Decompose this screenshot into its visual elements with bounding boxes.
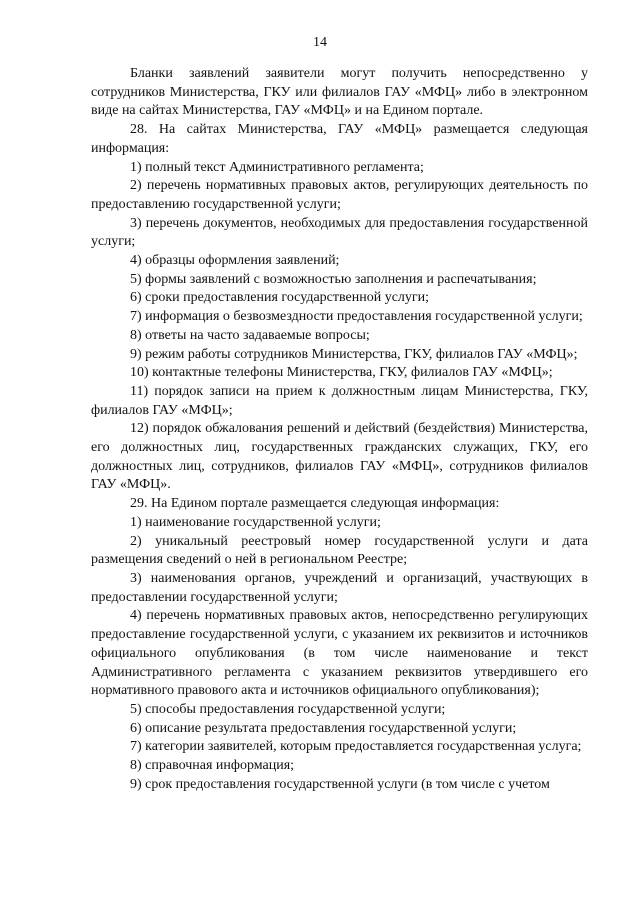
list-item-28-10: 10) контактные телефоны Министерства, ГКУ, филиалов ГАУ «МФЦ»; <box>130 365 553 381</box>
list-item-28-2: 2) перечень нормативных правовых актов, регулирующих деятельность по предоставлению государственной услуги; <box>91 178 588 212</box>
list-item-28-1: 1) полный текст Административного регламента; <box>130 159 424 175</box>
page-number: 14 <box>313 35 327 50</box>
list-item-28-6: 6) сроки предоставления государственной услуги; <box>130 290 430 306</box>
list-item-29-1: 1) наименование государственной услуги; <box>130 514 381 530</box>
list-item-29-9: 9) срок предоставления государственной услуги (в том числе с учетом <box>130 776 550 792</box>
document-body <box>91 65 588 794</box>
list-item-29-8: 8) справочная информация; <box>130 758 295 774</box>
list-item-29-2: 2) уникальный реестровый номер государственной услуги и дата размещения сведений о ней в региональном Реестре; <box>91 533 588 568</box>
list-item-29-7: 7) категории заявителей, которым предоставляется государственная услуга; <box>130 739 582 755</box>
paragraph-28-heading: 28. На сайтах Министерства, ГАУ «МФЦ» размещается следующая информация: <box>91 122 588 156</box>
list-item-28-9: 9) режим работы сотрудников Министерства, ГКУ, филиалов ГАУ «МФЦ»; <box>130 346 578 362</box>
list-item-29-3: 3) наименования органов, учреждений и организаций, участвующих в предоставлении государственной услуги; <box>91 570 588 605</box>
list-item-29-5: 5) способы предоставления государственной услуги; <box>130 701 446 717</box>
list-item-29-6: 6) описание результата предоставления государственной услуги; <box>130 720 517 736</box>
paragraph-forms-availability: Бланки заявлений заявители могут получить непосредственно у сотрудников Министерства, ГКУ или филиалов ГАУ «МФЦ» либо в электронном виде на сайтах Министерства, ГАУ «МФЦ» и на Едином портале. <box>91 66 588 119</box>
list-item-28-8: 8) ответы на часто задаваемые вопросы; <box>130 327 370 343</box>
list-item-28-5: 5) формы заявлений с возможностью заполнения и распечатывания; <box>130 271 537 287</box>
paragraph-29-heading: 29. На Едином портале размещается следующая информация: <box>130 496 500 512</box>
list-item-28-12: 12) порядок обжалования решений и действий (бездействия) Министерства, его должностных лиц, государственных гражданских служащих, ГКУ, его должностных лиц, сотрудников, филиалов ГАУ «МФЦ», сотрудников филиалов ГАУ «МФЦ». <box>91 421 588 493</box>
list-item-28-3: 3) перечень документов, необходимых для предоставления государственной услуги; <box>91 215 588 250</box>
list-item-28-11: 11) порядок записи на прием к должностным лицам Министерства, ГКУ, филиалов ГАУ «МФЦ»; <box>91 383 588 418</box>
list-item-28-4: 4) образцы оформления заявлений; <box>130 253 340 269</box>
list-item-29-4: 4) перечень нормативных правовых актов, непосредственно регулирующих предоставление государственной услуги, с указанием их реквизитов и источников официального опубликования (в том числе наименование и текст Административного регламента с указанием реквизитов утвердившего его нормативного правового акта и источников официального опубликования); <box>91 608 588 699</box>
list-item-28-7: 7) информация о безвозмездности предоставления государственной услуги; <box>130 309 583 325</box>
